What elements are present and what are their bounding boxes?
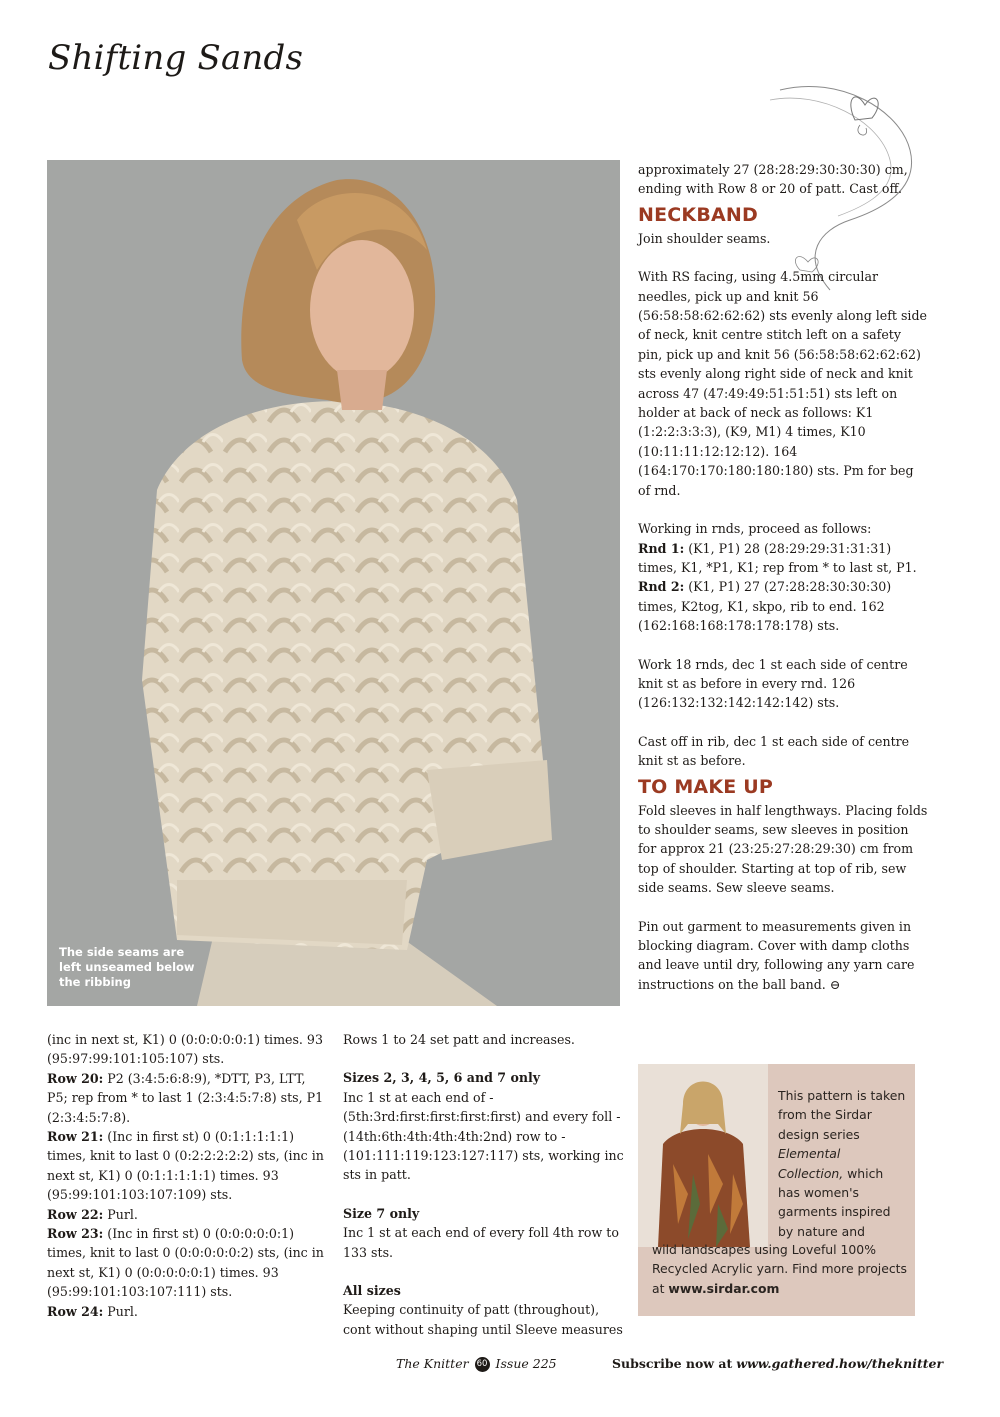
row-text: (K1, P1) 28 (28:29:29:31:31:31) times, K1, *P1, K1; rep from * to last st, P1. [638,540,917,575]
footer-right [612,1356,943,1371]
paragraph [47,1224,329,1302]
photo-caption: The side seams are left unseamed below the ribbing [59,945,195,989]
paragraph: Fold sleeves in half lengthways. Placing folds to shoulder seams, sew sleeves in position for approx 21 (23:25:27:28:29:30) cm from top of shoulder. Starting at top of rib, sew side seams. Sew sleeve seams. [638,802,928,896]
paragraph [47,1302,329,1321]
footer-left [396,1356,557,1372]
hero-photo [47,160,620,1006]
left-column [47,1030,329,1321]
paragraph [47,1069,329,1127]
subheading: Sizes 2, 3, 4, 5, 6 and 7 only [343,1070,541,1086]
paragraph: Inc 1 st at each end of every foll 4th row to 133 sts. [343,1225,619,1260]
promo-text [778,1086,908,1241]
row-label: Row 22: [47,1206,104,1222]
paragraph: Pin out garment to measurements given in blocking diagram. Cover with damp cloths and leave until dry, following any yarn care instructions on the ball band. ⊖ [638,918,915,992]
row-text: P2 (3:4:5:6:8:9), *DTT, P3, LTT, P5; rep from * to last 1 (2:3:4:5:7:8) sts, P1 (2:3:4:5:7:8). [47,1070,324,1125]
paragraph: Cast off in rib, dec 1 st each side of centre knit st as before. [638,733,910,769]
subheading: Size 7 only [343,1205,420,1221]
row-text: (Inc in first st) 0 (0:1:1:1:1:1) times, knit to last 0 (0:2:2:2:2:2) sts, (inc in next st, K1) 0 (0:1:1:1:1:1) times. 93 (95:99:101:103:107:109) sts. [47,1129,324,1203]
make-up-heading: TO MAKE UP [638,775,774,798]
issue-number: Issue 225 [495,1356,557,1371]
right-column [638,160,928,994]
paragraph [47,1205,329,1224]
page-number: 60 [475,1357,490,1372]
promo-text-part: This pattern is taken from the Sirdar design series [778,1088,906,1142]
subscribe-url[interactable]: www.gathered.how/theknitter [736,1356,944,1371]
row-label: Row 20: [47,1070,104,1086]
middle-column [343,1030,625,1339]
magazine-name: The Knitter [396,1356,469,1371]
row-label: Row 23: [47,1226,104,1242]
row-text: Purl. [103,1206,138,1222]
promo-text-part: wild landscapes using Loveful 100% Recycled Acrylic yarn. Find more projects at [652,1242,907,1296]
paragraph: approximately 27 (28:28:29:30:30:30) cm, ending with Row 8 or 20 of patt. Cast off. [638,162,908,197]
collection-name: Elemental Collection, [778,1146,844,1181]
paragraph: Inc 1 st at each end of - (5th:3rd:first:first:first:first) and every foll -(14th:6th:4th:4th:4th:2nd) row to - (101:111:119:123:127:117) sts, working inc sts in patt. [343,1089,624,1183]
row-label: Rnd 1: [638,540,685,556]
page-title: Shifting Sands [48,38,304,78]
paragraph: Join shoulder seams. [638,230,771,246]
promo-text-part: which has women's garments inspired by nature and [778,1165,891,1239]
paragraph: Work 18 rnds, dec 1 st each side of centre knit st as before in every rnd. 126 (126:132:132:142:142:142) sts. [638,656,908,711]
row-label: Rnd 2: [638,579,685,595]
promo-photo [638,1064,768,1247]
paragraph [638,539,928,578]
promo-text-bottom [652,1240,912,1298]
row-text: (Inc in first st) 0 (0:0:0:0:0:1) times, knit to last 0 (0:0:0:0:0:2) sts, (inc in next st, K1) 0 (0:0:0:0:0:1) times. 93 (95:99:101:103:107:111) sts. [47,1226,324,1300]
row-text: Purl. [103,1303,138,1319]
paragraph [638,577,928,635]
row-label: Row 21: [47,1129,104,1145]
subscribe-text: Subscribe now at [612,1356,733,1371]
paragraph: With RS facing, using 4.5mm circular needles, pick up and knit 56 (56:58:58:62:62:62) sts evenly along left side of neck, knit centre stitch left on a safety pin, pick up and knit 56 (56:58:58:62:62:62) sts evenly along right side of neck and knit across 47 (47:49:49:51:51:51) sts left on holder at back of neck as follows: K1 (1:2:2:3:3:3), (K9, M1) 4 times, K10 (10:11:11:12:12:12). 164 (164:170:170:180:180:180) sts. Pm for beg of rnd. [638,269,927,498]
row-label: Row 24: [47,1303,104,1319]
neckband-heading: NECKBAND [638,203,759,226]
paragraph: Rows 1 to 24 set patt and increases. [343,1032,575,1047]
sirdar-link[interactable]: www.sirdar.com [668,1280,780,1296]
subheading: All sizes [343,1283,401,1299]
row-text: (K1, P1) 27 (27:28:28:30:30:30) times, K2tog, K1, skpo, rib to end. 162 (162:168:168:178:178:178) sts. [638,579,892,634]
paragraph [47,1127,329,1205]
paragraph: Keeping continuity of patt (throughout), cont without shaping until Sleeve measures [343,1302,623,1337]
paragraph: Working in rnds, proceed as follows: [638,521,872,537]
promo-box [638,1064,915,1316]
paragraph: (inc in next st, K1) 0 (0:0:0:0:0:1) times. 93 (95:97:99:101:105:107) sts. [47,1032,323,1067]
